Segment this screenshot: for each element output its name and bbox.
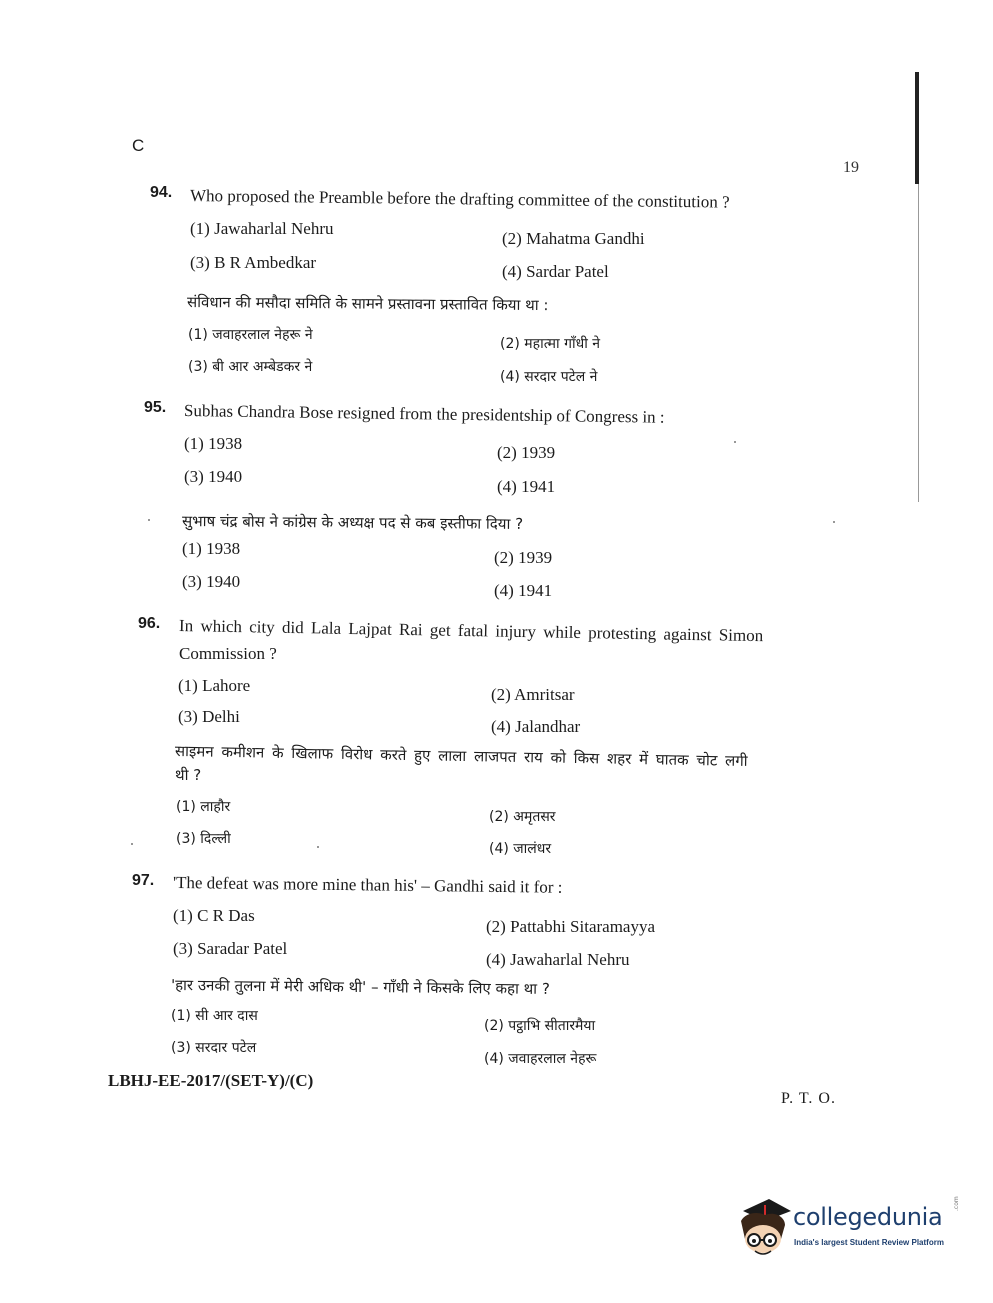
question-text-hi-line2: थी ? <box>175 766 202 784</box>
scan-speck <box>131 843 133 845</box>
question-number: 94. <box>150 184 173 201</box>
option-en-2: (2) Amritsar <box>491 685 575 704</box>
question-number: 96. <box>138 615 161 632</box>
brand-tagline: India's largest Student Review Platform <box>794 1238 944 1247</box>
option-en-4: (4) 1941 <box>497 477 556 496</box>
option-hi-4: (4) 1941 <box>494 581 553 600</box>
option-hi-2: (2) महात्मा गाँधी ने <box>500 336 601 352</box>
option-hi-3: (3) सरदार पटेल <box>171 1040 257 1056</box>
option-hi-4: (4) जालंधर <box>489 841 552 857</box>
question-text-en: Subhas Chandra Bose resigned from the presidentship of Congress in : <box>183 401 665 427</box>
option-hi-1: (1) 1938 <box>182 539 241 558</box>
option-en-2: (2) 1939 <box>497 443 556 462</box>
question-number: 95. <box>144 399 167 416</box>
option-hi-2: (2) अमृतसर <box>489 809 556 825</box>
option-hi-4: (4) सरदार पटेल ने <box>500 369 598 385</box>
question-text-hi: संविधान की मसौदा समिति के सामने प्रस्तावना प्रस्तावित किया था : <box>186 293 549 315</box>
option-en-2: (2) Pattabhi Sitaramayya <box>486 917 656 936</box>
option-en-4: (4) Sardar Patel <box>502 262 609 281</box>
question-text-hi: सुभाष चंद्र बोस ने कांग्रेस के अध्यक्ष पद से कब इस्तीफा दिया ? <box>181 512 524 533</box>
option-hi-1: (1) जवाहरलाल नेहरू ने <box>188 327 313 343</box>
scan-speck <box>317 846 319 848</box>
option-en-2: (2) Mahatma Gandhi <box>502 229 645 248</box>
set-letter: C <box>132 136 145 155</box>
brand-name: collegedunia <box>793 1203 943 1231</box>
question-text-hi-line1: साइमन कमीशन के खिलाफ विरोध करते हुए लाला लाजपत राय को किस शहर में घातक चोट लगी <box>174 742 748 770</box>
scan-speck <box>148 519 150 521</box>
option-hi-2: (2) पट्ठाभि सीतारमैया <box>484 1018 596 1034</box>
brand-domain-suffix: .com <box>953 1196 960 1211</box>
pto-label: P. T. O. <box>781 1090 836 1107</box>
scan-edge-line <box>918 184 919 502</box>
question-text-hi: 'हार उनकी तुलना में मेरी अधिक थी' – गाँधी ने किसके लिए कहा था ? <box>170 976 550 998</box>
scan-speck <box>734 441 736 443</box>
option-hi-3: (3) 1940 <box>182 572 241 591</box>
option-en-3: (3) 1940 <box>184 467 243 486</box>
option-en-1: (1) Lahore <box>178 676 251 695</box>
option-hi-1: (1) लाहौर <box>176 799 231 815</box>
scan-edge-mark <box>915 72 919 184</box>
option-hi-3: (3) दिल्ली <box>176 831 231 847</box>
option-en-1: (1) C R Das <box>173 906 255 925</box>
option-en-3: (3) Delhi <box>178 707 240 726</box>
question-number: 97. <box>132 872 155 889</box>
page-number: 19 <box>843 159 859 176</box>
option-en-1: (1) 1938 <box>184 434 243 453</box>
question-text-en-line1: In which city did Lala Lajpat Rai get fatal injury while protesting against Simon <box>178 616 764 646</box>
scan-speck <box>833 521 835 523</box>
option-en-3: (3) B R Ambedkar <box>190 253 317 272</box>
option-en-4: (4) Jawaharlal Nehru <box>486 950 630 969</box>
mascot-icon <box>735 1195 793 1265</box>
option-hi-2: (2) 1939 <box>494 548 553 567</box>
question-text-en-line2: Commission ? <box>179 644 277 663</box>
question-text-en: Who proposed the Preamble before the drafting committee of the constitution ? <box>189 186 730 212</box>
option-en-4: (4) Jalandhar <box>491 717 581 736</box>
option-en-3: (3) Saradar Patel <box>173 939 288 958</box>
option-hi-4: (4) जवाहरलाल नेहरू <box>484 1051 597 1067</box>
question-text-en: 'The defeat was more mine than his' – Gandhi said it for : <box>172 873 563 897</box>
collegedunia-logo <box>735 1195 960 1265</box>
paper-code: LBHJ-EE-2017/(SET-Y)/(C) <box>108 1071 314 1090</box>
option-en-1: (1) Jawaharlal Nehru <box>190 219 334 238</box>
option-hi-1: (1) सी आर दास <box>171 1008 258 1024</box>
option-hi-3: (3) बी आर अम्बेडकर ने <box>188 359 313 375</box>
